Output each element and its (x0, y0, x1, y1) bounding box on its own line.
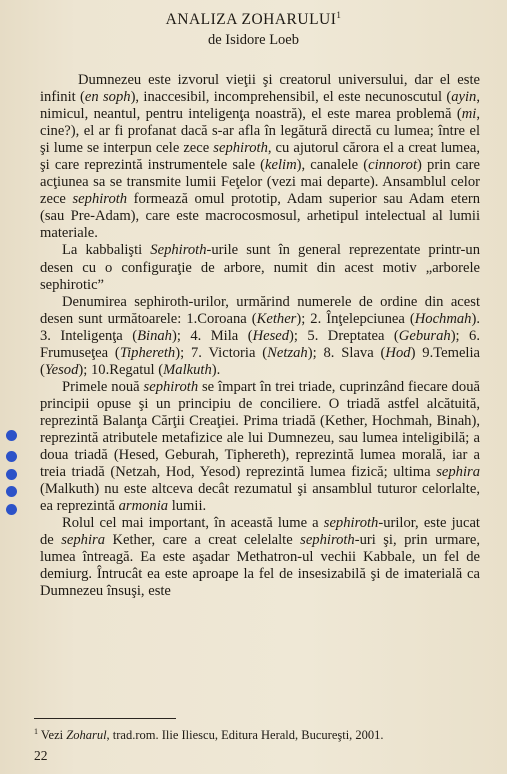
text-run: -urile sunt în general reprezentate printr-un desen cu o configuraţie de arbore, numit din acest motiv „arborele sephirotic” (40, 242, 480, 293)
paragraph (40, 72, 480, 242)
text-run: , cu ajutorul cărora el a creat lumea, şi care reprezintă instrumentele sale ( (40, 140, 480, 174)
text-run: Rolul cel mai important, în această lume a (62, 515, 324, 532)
margin-markers (6, 430, 18, 521)
italic-term: Hesed (252, 327, 290, 344)
italic-term: sephiroth (213, 140, 268, 157)
paragraph (40, 379, 480, 515)
text-run: ); 8. Slava ( (307, 344, 386, 361)
italic-term: sephira (436, 464, 480, 481)
italic-term: sephiroth (323, 515, 379, 532)
italic-term: Kether (256, 310, 297, 327)
text-run: ); 7. Victoria ( (175, 344, 268, 361)
text-run: ); 5. Dreptatea ( (289, 327, 399, 344)
footnote-mark: 1 (34, 727, 38, 736)
text-run: Primele nouă (62, 378, 144, 395)
text-run: Denumirea sephiroth-urilor, urmărind numerele de ordine din acest desen sunt următoarele: 1.Coroana ( (40, 293, 480, 327)
italic-term: Hochmah (414, 310, 472, 327)
italic-term: Malkuth (163, 361, 212, 378)
chapter-title (0, 10, 507, 29)
text-run: ) prin care acţiunea sa se transmite lumii Feţelor (vezi mai departe). Ansamblul celor zece (40, 157, 480, 208)
text-run: ), inaccesibil, incomprehensibil, el este necunoscutul ( (130, 89, 452, 106)
italic-term: Binah (137, 327, 172, 344)
italic-term: ayin (451, 89, 477, 106)
text-run: ). 3. Inteligenţa ( (40, 310, 480, 344)
body-text (40, 72, 480, 600)
italic-term: armonia (118, 498, 169, 515)
paragraph (40, 294, 480, 379)
italic-term: cinnorot (368, 157, 418, 174)
italic-term: sephiroth (143, 378, 199, 395)
text-run: ). (211, 361, 221, 378)
italic-term: Tiphereth (119, 344, 176, 361)
italic-term: Netzah (267, 344, 308, 361)
title-footnote-mark: 1 (336, 10, 342, 20)
paragraph (40, 515, 480, 600)
text-run: formează omul prototip, Adam superior sau Adam etern (sau Pre-Adam), care este macrocosmosul, arhetipul intelectual al lumii materiale. (40, 191, 480, 242)
text-run: se împart în trei triade, cuprinzând fiecare două principii opuse şi un principiu de conciliere. O triadă astfel alcătuită, reprezintă Balanţa Cărţii Creaţiei. Prima triadă (Kether, Hochmah, Binah), reprezintă atributele metafizice ale lui Dumnezeu, sau lumea inteligibilă; a doua triadă (Hesed, Geburah, Tiphereth), reprezintă lumea morală, iar a treia triadă (Netzah, Hod, Yesod) reprezintă lumea fizică; ultima (40, 378, 480, 481)
text-run: lumii. (168, 498, 207, 515)
text-run: , nimicul, neantul, pentru inteligenţa noastră), el este marea problemă ( (40, 89, 480, 123)
footnote (34, 727, 384, 743)
paragraph (40, 242, 480, 293)
margin-dot (6, 430, 17, 441)
text-run: ), canalele ( (296, 157, 369, 174)
footnote-text-before: Vezi (38, 728, 67, 743)
italic-term: Geburah (398, 327, 451, 344)
text-run: Kether, care a creat celelalte (105, 532, 301, 549)
italic-term: Hod (385, 344, 411, 361)
author-line: de Isidore Loeb (208, 32, 299, 48)
margin-dot (6, 486, 17, 497)
text-run: ) 9.Temelia ( (40, 344, 481, 378)
italic-term: sephiroth (300, 532, 355, 549)
text-run: -urilor, este jucat de (40, 515, 480, 549)
italic-term: kelim (265, 157, 297, 174)
italic-term: Yesod (44, 361, 79, 378)
italic-term: en soph (84, 89, 131, 106)
text-run: ); 2. Înţelepciunea ( (296, 310, 415, 327)
text-run: (Malkuth) nu este altceva decât rezumatul şi ansamblul tuturor celorlalte, ea reprezintă (40, 481, 480, 515)
italic-term: Sephiroth (150, 242, 207, 259)
footnote-text-after: , trad.rom. Ilie Iliescu, Editura Herald, Bucureşti, 2001. (106, 728, 384, 743)
footnote-divider (34, 718, 176, 719)
text-run: La kabbalişti (62, 242, 151, 259)
text-run: ); 4. Mila ( (171, 327, 253, 344)
page-number: 22 (34, 748, 48, 763)
footnote-italic: Zoharul (66, 728, 107, 743)
margin-dot (6, 469, 17, 480)
text-run: Dumnezeu este izvorul vieţii şi creatorul universului, dar el este infinit ( (40, 72, 480, 106)
text-run: ); 6. Frumuseţea ( (40, 327, 480, 361)
margin-dot (6, 451, 17, 462)
italic-term: sephira (61, 532, 105, 549)
text-run: ); 10.Regatul ( (78, 361, 164, 378)
margin-dot (6, 504, 17, 515)
text-run: -uri şi, prin urmare, lumea întreagă. Ea este aşadar Methatron-ul vechii Kabbale, un fel de demiurg. Întrucât ea este aproape la fel de insesizabilă şi de imaterială ca Dumnezeu însuşi, este (40, 532, 480, 600)
italic-term: sephiroth (72, 191, 128, 208)
italic-term: mi (461, 106, 477, 123)
chapter-title-text: ANALIZA ZOHARULUI (165, 11, 337, 29)
text-run: , cine?), el ar fi profanat dacă s-ar afla în legătură directă cu lumea; între el şi lume se interpun cele zece (40, 106, 480, 157)
